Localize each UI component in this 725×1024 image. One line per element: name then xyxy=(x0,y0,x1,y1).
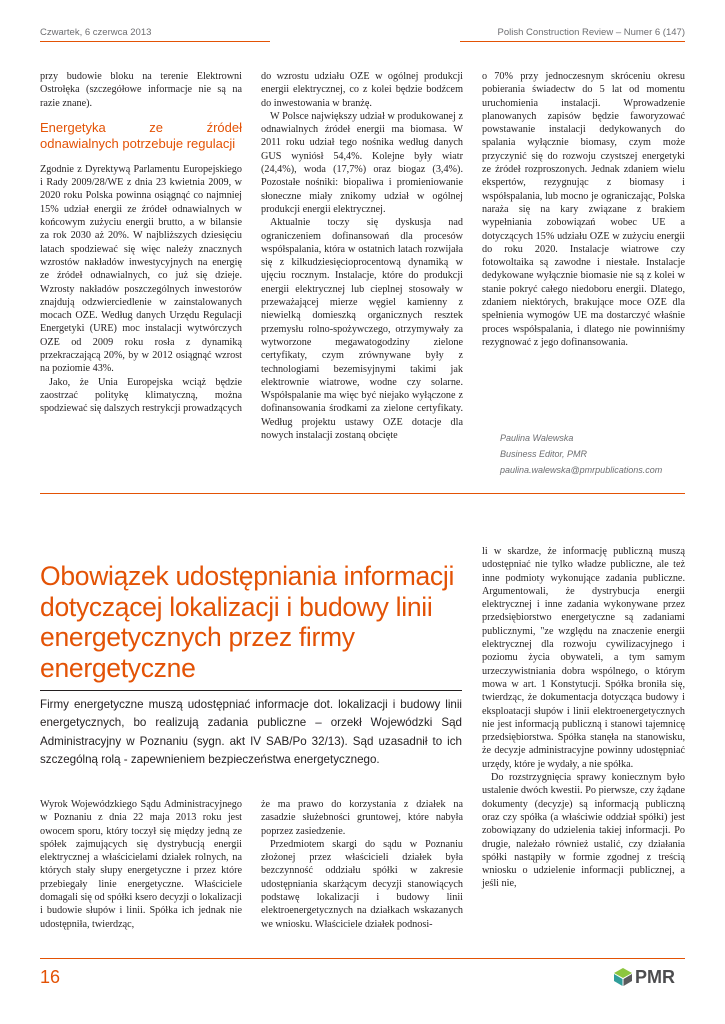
article-column-3 xyxy=(482,545,685,891)
footer-rule xyxy=(40,958,685,959)
paragraph: Przedmiotem skargi do sądu w Poznaniu złożonej przez właścicieli działek była bezczynność oddziału spółki w zakresie udostępniania skarżącym decyzji stanowiących podstawę lokalizacji i budowy linii elektroenergetycznych na działkach wskazanych we wniosku. Właściciele działek podnosi- xyxy=(261,838,463,930)
paragraph: do wzrostu udziału OZE w ogólnej produkcji energii elektrycznej, co z kolei będzie bodźcem do inwestowania w branżę. xyxy=(261,71,463,109)
top-column-2 xyxy=(261,70,463,442)
page-number: 16 xyxy=(40,967,61,987)
title-underline xyxy=(40,690,462,691)
article-column-2 xyxy=(261,798,463,931)
pmr-logo-icon xyxy=(613,967,633,987)
paragraph: li w skardze, że informację publiczną muszą udostępniać nie tylko władze publiczne, ale też inne podmioty wykonujące zadania publiczne. Argumentowali, że dystrybucja energii elektrycznej i inne zadania wykonywane przez przedsiębiorstwo energetyczne są zadaniami publicznymi, "ze względu na znaczenie energii elektrycznej dla rozwoju cywilizacyjnego i poziomu życia obywateli, a tym samym urzeczywistniania dobra wspólnego, o którym mowa w art. 1 Konstytucji. Spółka broniła się, twierdząc, że dokumentacja dotycząca budowy i eksploatacji słupów i linii elektroenergetycznych nie jest informacją publiczną i stanowi tajemnicę przedsiębiorstwa. Spółka stanęła na stanowisku, że decyzje administracyjne powinny udostępniać urzędy, które je wydały, a nie spółka. xyxy=(482,546,685,770)
header-rule-right xyxy=(460,41,685,42)
header-publication: Polish Construction Review – Numer 6 (147) xyxy=(497,27,685,38)
pmr-logo-text: PMR xyxy=(635,967,675,987)
top-column-1 xyxy=(40,70,242,416)
section-subheading: Energetyka ze źródeł odnawialnych potrzebuje regulacji xyxy=(40,119,242,152)
paragraph: o 70% przy jednoczesnym skróceniu okresu pobierania świadectw do 5 lat od momentu uruchomienia instalacji. Wprowadzenie planowanych zapisów będzie faworyzować powstawanie instalacji dedykowanych do spalania wyłącznie biomasy, czym może przyczynić się do rozwoju czystszej energetyki ze źródeł rozproszonych. Jednak zdaniem wielu ekspertów, rezygnując z biomasy i współspalania, lub mocno je ograniczając, Polska naraża się na kary związane z brakiem wypełniania zobowiązań wobec UE a dotyczących 15% udziału OZE w zużyciu energii do roku 2020. Instalacje wiatrowe czy fotowoltaika są zawodne i niestałe. Instalacje dedykowane wyłącznie biomasie nie są z kolei w stanie pokryć całego niedoboru energii. Dlatego, zdaniem niektórych, brakujące moce OZE dla spełnienia wymogów UE ma dostarczyć właśnie proces współspalania, i dlatego nie powinniśmy rezygnować z jego dofinansowania. xyxy=(482,71,685,348)
paragraph: że ma prawo do korzystania z działek na zasadzie służebności gruntowej, które nabyła poprzez zasiedzenie. xyxy=(261,799,463,837)
author-signature xyxy=(500,430,662,478)
paragraph: Jako, że Unia Europejska wciąż będzie zaostrzać politykę klimatyczną, można spodziewać się dalszych restrykcji prowadzących xyxy=(40,376,242,415)
top-column-3 xyxy=(482,70,685,349)
paragraph: W Polsce największy udział w produkowanej z odnawialnych źródeł energii ma biomasa. W 2011 roku udział tego nośnika według danych GUS wyniósł 54,4%. Kolejne były wiatr (24,4%), woda (17,7%) oraz biogaz (3,4%). Pozostałe nośniki: biopaliwa i promieniowanie słoneczne miały znikomy udział w ogólnej produkcji energii elektrycznej. xyxy=(261,110,463,215)
author-role: Business Editor, PMR xyxy=(500,449,588,459)
author-name: Paulina Walewska xyxy=(500,433,574,443)
article-lead: Firmy energetyczne muszą udostępniać informacje dot. lokalizacji i budowy linii energetycznych, bo realizują zadania publiczne – orzekł Wojewódzki Sąd Administracyjny w Poznaniu (sygn. akt IV SAB/Po 32/13). Sąd uzasadnił to ich szczególną rolą - zapewnieniem bezpieczeństwa energetycznego. xyxy=(40,698,462,767)
paragraph: Wyrok Wojewódzkiego Sądu Administracyjnego w Poznaniu z dnia 22 maja 2013 roku jest owocem sporu, który toczył się między jedną ze spółek zajmujących się dystrybucją energii elektrycznej a właścicielami działek rolnych, na których stały słupy energetyczne i przez które przebiegały linie energetyczne. Właściciele domagali się od spółki ksero decyzji o lokalizacji i budowie słupów i linii. Spółka ich jednak nie udostępniła, twierdząc, xyxy=(40,799,242,930)
section-divider xyxy=(40,493,685,494)
header-rule-left xyxy=(40,41,270,42)
article-column-1 xyxy=(40,798,242,931)
header-date: Czwartek, 6 czerwca 2013 xyxy=(40,27,152,38)
paragraph: Do rozstrzygnięcia sprawy koniecznym było ustalenie dwóch kwestii. Po pierwsze, czy żądane dokumenty (decyzje) są informacją publiczną oraz czy spółka (a właściwie oddział spółki) jest zobowiązany do udzielenia takiej informacji. Po drugie, należało również ustalić, czy działania spółki nastąpiły w formie zgodnej z treścią wniosku o udzielenie informacji publicznej, a jeśli nie, xyxy=(482,772,685,890)
paragraph: Aktualnie toczy się dyskusja nad ograniczeniem dofinansowań dla procesów współspalania, która w ostatnich latach rozwijała się z kilkudziesięcioprocentową dynamiką w ujęciu rocznym. Instalacje, które do produkcji energii elektrycznej lub cieplnej stosowały w przeważającej mierze węgiel kamienny z niewielką domieszką organicznych resztek przemysłu rolno-spożywczego, otrzymywały za wytworzone megawatogodziny zielone certyfikaty, czym zrównywane były z technologiami bezemisyjnymi takimi jak elektrownie wiatrowe, wodne czy solarne. Współspalanie ma więc być niejako wyłączone z dofinansowania środkami za zielone certyfikaty. Według projektu ustawy OZE dotacje dla nowych instalacji zostaną obcięte xyxy=(261,217,463,442)
author-email: paulina.walewska@pmrpublications.com xyxy=(500,465,663,475)
paragraph: Zgodnie z Dyrektywą Parlamentu Europejskiego i Rady 2009/28/WE z dnia 23 kwietnia 2009, w 2020 roku Polska powinna osiągnąć co najmniej 15% udział energii ze źródeł odnawialnych w końcowym zużyciu energii brutto, a w bilansie za rok 2030 aż 20%. W najbliższych dziesięciu latach spodziewać się więc należy znacznych wzrostów nakładów inwestycyjnych na energię ze źródeł odnawialnych, co już się dzieje. Wzrosty nakładów poszczególnych inwestorów znajdują odzwierciedlenie w zainstalowanych mocach OZE. Według danych Urzędu Regulacji Energetyki (URE) moc instalacji wytwórczych OZE od 2009 roku rosła z dynamiką przekraczającą 20%, by w 2012 osiągnąć wzrost na poziomie 43%. xyxy=(40,163,242,375)
pmr-logo xyxy=(613,966,685,988)
paragraph: przy budowie bloku na terenie Elektrowni Ostrołęka (szczegółowe informacje nie są na razie znane). xyxy=(40,71,242,109)
article-title: Obowiązek udostępniania informacji dotyczącej lokalizacji i budowy linii energetycznych przez firmy energetyczne xyxy=(40,561,455,683)
